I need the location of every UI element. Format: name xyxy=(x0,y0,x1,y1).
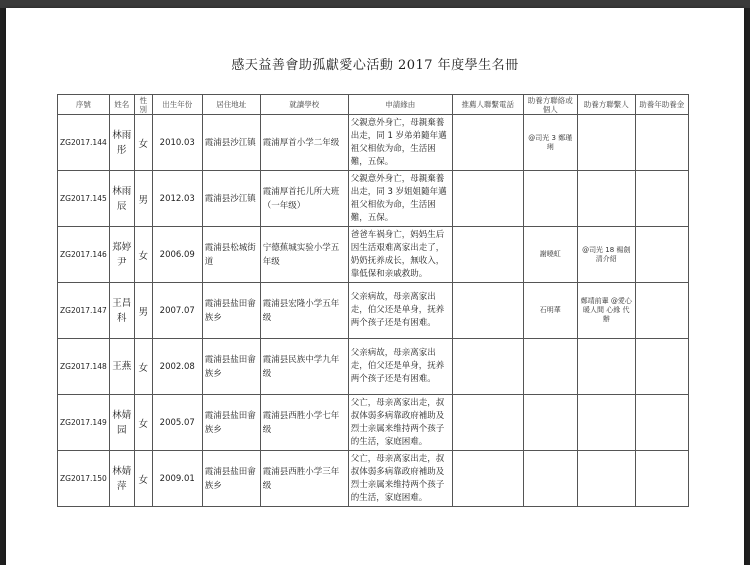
cell-name: 林婧园 xyxy=(109,395,134,451)
cell-school: 宁德蕉城实验小学五年级 xyxy=(260,227,348,283)
cell-referrer xyxy=(452,339,523,395)
col-header-address: 居住地址 xyxy=(202,95,260,115)
cell-contact: @司光 18 楊劍清介紹 xyxy=(577,227,635,283)
table-row xyxy=(58,283,689,339)
col-header-contact: 助養方聯繫人 xyxy=(577,95,635,115)
cell-school: 霞浦县西胜小学七年级 xyxy=(260,395,348,451)
col-header-school: 就讀學校 xyxy=(260,95,348,115)
cell-school: 霞浦厚首托儿所大班（一年级） xyxy=(260,171,348,227)
cell-birth-year: 2005.07 xyxy=(152,395,202,451)
cell-id: ZG2017.144 xyxy=(58,115,110,171)
table-row xyxy=(58,171,689,227)
window-frame xyxy=(0,0,750,8)
cell-school: 霞浦县西胜小学三年级 xyxy=(260,451,348,507)
cell-referrer xyxy=(452,395,523,451)
cell-id: ZG2017.146 xyxy=(58,227,110,283)
cell-sponsor: 謝曉虹 xyxy=(523,227,577,283)
col-header-referrer: 推薦人聯繫電話 xyxy=(452,95,523,115)
cell-contact xyxy=(577,115,635,171)
cell-fund xyxy=(635,339,688,395)
document-title: 感天益善會助孤獻愛心活動 2017 年度學生名冊 xyxy=(231,58,519,73)
cell-sponsor xyxy=(523,171,577,227)
cell-sponsor xyxy=(523,395,577,451)
cell-contact xyxy=(577,451,635,507)
cell-fund xyxy=(635,451,688,507)
cell-gender: 女 xyxy=(134,339,152,395)
cell-gender: 女 xyxy=(134,451,152,507)
cell-fund xyxy=(635,395,688,451)
cell-birth-year: 2007.07 xyxy=(152,283,202,339)
cell-contact xyxy=(577,339,635,395)
cell-reason: 爸爸车祸身亡，妈妈生后因生活艰难离家出走了，奶奶抚养成长，無收入，靠低保和亲戚救助。 xyxy=(348,227,452,283)
table-row xyxy=(58,451,689,507)
cell-reason: 父亡，母亲离家出走，叔叔体弱多病靠政府補助及烈士亲属来维持两个孩子的生活，家庭困难。 xyxy=(348,451,452,507)
cell-gender: 女 xyxy=(134,395,152,451)
cell-address: 霞浦县沙江镇 xyxy=(202,115,260,171)
table-row xyxy=(58,339,689,395)
cell-gender: 女 xyxy=(134,115,152,171)
cell-address: 霞浦县松城街道 xyxy=(202,227,260,283)
cell-reason: 父亲病故，母亲离家出走，伯父还是单身，抚养两个孩子还是有困难。 xyxy=(348,283,452,339)
cell-contact: 鄭靖前輩 @愛心暖人間 心緣 代辦 xyxy=(577,283,635,339)
cell-reason: 父親意外身亡，母親棄養出走，同 1 岁弟弟隨年邁祖父相依为命，生活困難，五保。 xyxy=(348,115,452,171)
cell-address: 霞浦县盐田畲族乡 xyxy=(202,451,260,507)
cell-address: 霞浦县盐田畲族乡 xyxy=(202,395,260,451)
cell-name: 林婧萍 xyxy=(109,451,134,507)
col-header-birth: 出生年份 xyxy=(152,95,202,115)
document-page xyxy=(6,8,744,565)
cell-birth-year: 2012.03 xyxy=(152,171,202,227)
col-header-reason: 申請緣由 xyxy=(348,95,452,115)
cell-address: 霞浦县盐田畲族乡 xyxy=(202,283,260,339)
cell-referrer xyxy=(452,283,523,339)
cell-fund xyxy=(635,283,688,339)
cell-birth-year: 2010.03 xyxy=(152,115,202,171)
table-row xyxy=(58,227,689,283)
cell-school: 霞浦县宏隆小学五年级 xyxy=(260,283,348,339)
cell-contact xyxy=(577,395,635,451)
cell-referrer xyxy=(452,115,523,171)
cell-reason: 父亡，母亲离家出走，叔叔体弱多病靠政府補助及烈士亲属来维持两个孩子的生活，家庭困难。 xyxy=(348,395,452,451)
cell-address: 霞浦县盐田畲族乡 xyxy=(202,339,260,395)
cell-gender: 男 xyxy=(134,171,152,227)
table-row xyxy=(58,395,689,451)
cell-referrer xyxy=(452,171,523,227)
cell-gender: 男 xyxy=(134,283,152,339)
header-row xyxy=(58,95,689,115)
cell-sponsor: 石明華 xyxy=(523,283,577,339)
col-header-fund: 助養年助養金 xyxy=(635,95,688,115)
student-roster-table xyxy=(57,94,689,507)
cell-id: ZG2017.145 xyxy=(58,171,110,227)
cell-name: 林雨彤 xyxy=(109,115,134,171)
cell-contact xyxy=(577,171,635,227)
cell-referrer xyxy=(452,451,523,507)
cell-school: 霞浦厚首小学二年级 xyxy=(260,115,348,171)
cell-fund xyxy=(635,171,688,227)
cell-birth-year: 2002.08 xyxy=(152,339,202,395)
cell-id: ZG2017.150 xyxy=(58,451,110,507)
cell-reason: 父亲病故，母亲离家出走，伯父还是单身，抚养两个孩子还是有困难。 xyxy=(348,339,452,395)
col-header-sponsor: 助養方聯絡或個人 xyxy=(523,95,577,115)
cell-sponsor: @司光 3 鄭瑾琍 xyxy=(523,115,577,171)
cell-referrer xyxy=(452,227,523,283)
cell-name: 王昌科 xyxy=(109,283,134,339)
col-header-gender: 性別 xyxy=(134,95,152,115)
cell-id: ZG2017.148 xyxy=(58,339,110,395)
cell-gender: 女 xyxy=(134,227,152,283)
cell-sponsor xyxy=(523,451,577,507)
cell-id: ZG2017.147 xyxy=(58,283,110,339)
cell-fund xyxy=(635,115,688,171)
cell-birth-year: 2009.01 xyxy=(152,451,202,507)
cell-name: 郑婷尹 xyxy=(109,227,134,283)
cell-name: 王燕 xyxy=(109,339,134,395)
cell-fund xyxy=(635,227,688,283)
cell-address: 霞浦县沙江镇 xyxy=(202,171,260,227)
col-header-name: 姓名 xyxy=(109,95,134,115)
col-header-id: 序號 xyxy=(58,95,110,115)
cell-sponsor xyxy=(523,339,577,395)
cell-name: 林雨辰 xyxy=(109,171,134,227)
cell-id: ZG2017.149 xyxy=(58,395,110,451)
table-row xyxy=(58,115,689,171)
cell-school: 霞浦县民族中学九年级 xyxy=(260,339,348,395)
cell-reason: 父親意外身亡，母親棄養出走，同 3 岁姐姐隨年邁祖父相依为命，生活困難，五保。 xyxy=(348,171,452,227)
cell-birth-year: 2006.09 xyxy=(152,227,202,283)
